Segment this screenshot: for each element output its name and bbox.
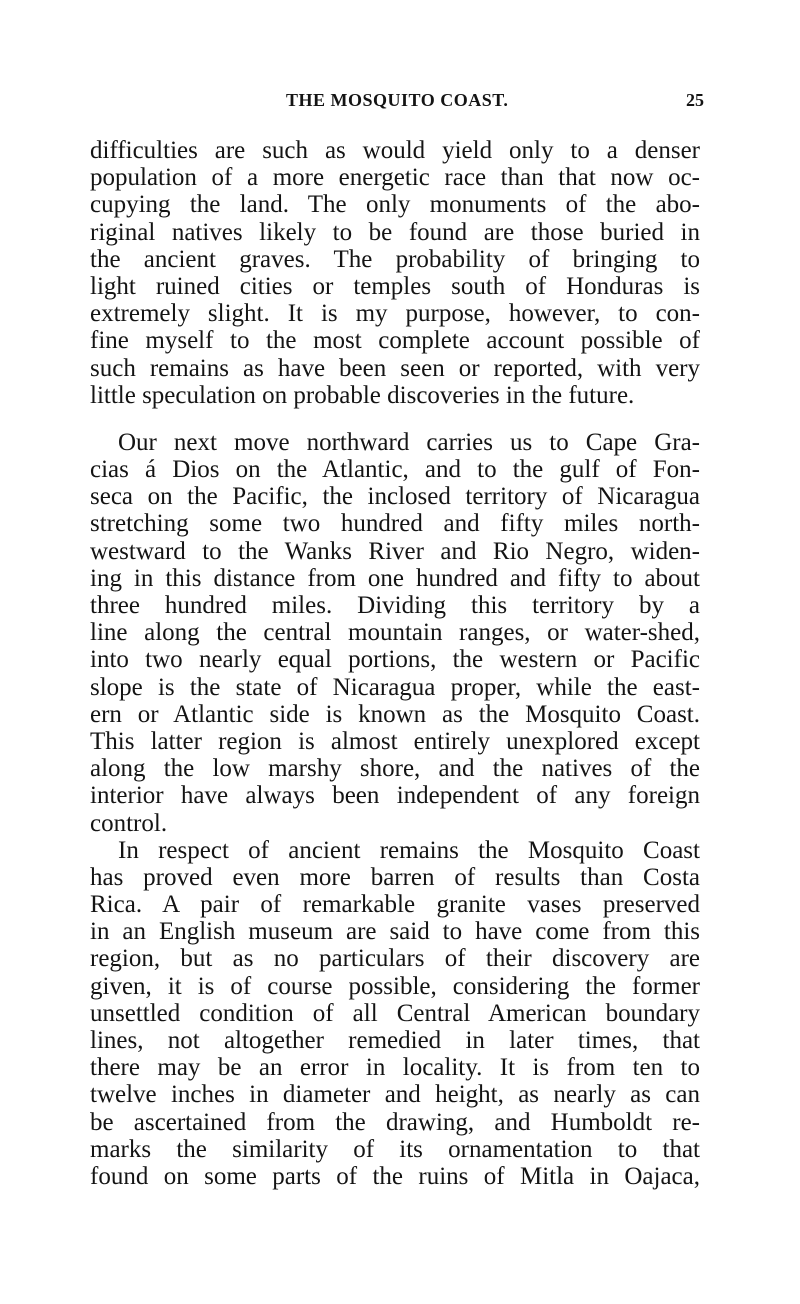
text-line: Our next move northward carries us to Cape Gra- <box>118 428 700 456</box>
text-line: In respect of ancient remains the Mosquito Coast <box>118 836 700 864</box>
paragraph-2 <box>90 429 700 837</box>
text-line: line along the central mountain ranges, or water-shed, <box>90 619 700 647</box>
text-line: the ancient graves. The probability of bringing to <box>90 245 700 273</box>
text-line: light ruined cities or temples south of Honduras is <box>90 272 700 300</box>
text-line: seca on the Pacific, the inclosed territory of Nicaragua <box>90 483 700 511</box>
text-line: has proved even more barren of results than Costa <box>90 863 700 891</box>
text-line: lines, not altogether remedied in later times, that <box>90 1027 700 1054</box>
text-line: ing in this distance from one hundred and fifty to about <box>90 564 700 592</box>
text-line: marks the similarity of its ornamentation to that <box>90 1135 700 1163</box>
text-line: fine myself to the most complete account possible of <box>90 327 700 355</box>
text-line: twelve inches in diameter and height, as nearly as can <box>90 1081 700 1109</box>
text-line: in an English museum are said to have come from this <box>90 918 700 946</box>
text-line: westward to the Wanks River and Rio Negro, widen- <box>90 537 700 565</box>
paragraph-3 <box>90 837 700 1190</box>
text-line: difficulties are such as would yield only to a denser <box>90 137 700 164</box>
text-line: This latter region is almost entirely unexplored except <box>90 727 700 755</box>
text-line: ern or Atlantic side is known as the Mosquito Coast. <box>90 700 700 728</box>
text-line: cupying the land. The only monuments of the abo- <box>90 191 700 219</box>
text-line: riginal natives likely to be found are those buried in <box>90 218 700 246</box>
text-line: there may be an error in locality. It is from ten to <box>90 1054 700 1082</box>
text-line: stretching some two hundred and fifty miles north- <box>90 510 700 538</box>
text-line: extremely slight. It is my purpose, however, to con- <box>90 300 700 328</box>
text-line: given, it is of course possible, considering the former <box>90 972 700 1000</box>
text-line: such remains as have been seen or reported, with very <box>90 354 700 382</box>
text-line: little speculation on probable discoveries in the future. <box>90 381 635 409</box>
paragraph-1 <box>90 137 700 409</box>
text-line: found on some parts of the ruins of Mitla in Oajaca, <box>90 1162 700 1190</box>
text-line: be ascertained from the drawing, and Humboldt re- <box>90 1108 700 1136</box>
page-number: 25 <box>686 90 704 110</box>
text-line: Rica. A pair of remarkable granite vases preserved <box>90 891 700 919</box>
text-line: into two nearly equal portions, the western or Pacific <box>90 646 700 674</box>
text-line: population of a more energetic race than that now oc- <box>90 164 700 192</box>
text-line: unsettled condition of all Central American boundary <box>90 999 700 1027</box>
text-line: cias á Dios on the Atlantic, and to the gulf of Fon- <box>90 456 700 484</box>
text-line: three hundred miles. Dividing this territory by a <box>90 592 700 619</box>
running-head <box>90 90 704 114</box>
text-line: interior have always been independent of any foreign <box>90 782 700 810</box>
text-line: along the low marshy shore, and the natives of the <box>90 755 700 783</box>
text-line: control. <box>90 809 168 837</box>
running-title: THE MOSQUITO COAST. <box>286 90 509 110</box>
text-line: slope is the state of Nicaragua proper, while the east- <box>90 673 700 701</box>
paragraph-gap <box>90 409 700 429</box>
body-text <box>90 137 700 1190</box>
text-line: region, but as no particulars of their discovery are <box>90 945 700 973</box>
